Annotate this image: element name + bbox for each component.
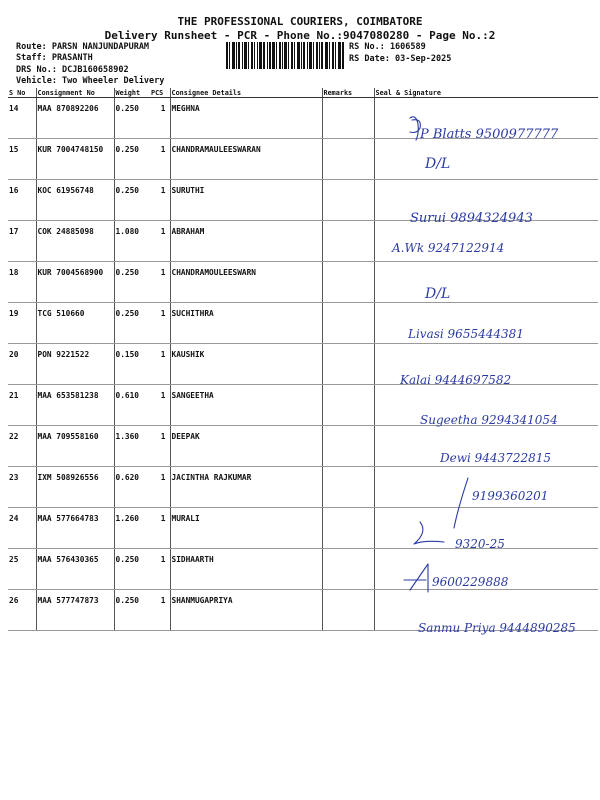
table-row xyxy=(8,180,598,221)
row-pcs: 1 xyxy=(150,344,170,385)
signature-text: Surui 9894324943 xyxy=(410,211,533,226)
row-sno: 24 xyxy=(8,508,36,549)
row-consignee: JACINTHA RAJKUMAR xyxy=(170,467,322,508)
row-remarks xyxy=(322,98,374,139)
row-pcs: 1 xyxy=(150,385,170,426)
row-consignee: SANGEETHA xyxy=(170,385,322,426)
row-consignment: PON 9221522 xyxy=(36,344,114,385)
row-pcs: 1 xyxy=(150,508,170,549)
company-title: THE PROFESSIONAL COURIERS, COIMBATORE xyxy=(177,15,423,28)
rs-number: RS No.: 1606589 xyxy=(349,42,426,52)
row-sno: 21 xyxy=(8,385,36,426)
row-consignee: MEGHNA xyxy=(170,98,322,139)
row-sno: 14 xyxy=(8,98,36,139)
runsheet-subtitle: Delivery Runsheet - PCR - Phone No.:9047080280 - Page No.:2 xyxy=(104,29,496,42)
row-weight: 0.150 xyxy=(114,344,150,385)
row-pcs: 1 xyxy=(150,426,170,467)
row-remarks xyxy=(322,139,374,180)
row-consignment: KUR 7004568900 xyxy=(36,262,114,303)
runsheet-table xyxy=(8,88,598,631)
row-remarks xyxy=(322,426,374,467)
table-row xyxy=(8,262,598,303)
signature-text: A.Wk 9247122914 xyxy=(392,241,505,255)
row-remarks xyxy=(322,262,374,303)
row-sno: 17 xyxy=(8,221,36,262)
row-weight: 1.080 xyxy=(114,221,150,262)
row-weight: 0.250 xyxy=(114,180,150,221)
row-signature-cell xyxy=(374,180,598,221)
table-row xyxy=(8,508,598,549)
row-signature-cell xyxy=(374,467,598,508)
row-pcs: 1 xyxy=(150,98,170,139)
table-row xyxy=(8,139,598,180)
row-weight: 1.360 xyxy=(114,426,150,467)
row-signature-cell xyxy=(374,262,598,303)
row-consignee: MURALI xyxy=(170,508,322,549)
table-row xyxy=(8,549,598,590)
table-row xyxy=(8,385,598,426)
signature-text: Sanmu Priya 9444890285 xyxy=(418,621,576,635)
row-weight: 1.260 xyxy=(114,508,150,549)
column-header: Seal & Signature xyxy=(374,88,598,98)
row-signature-cell xyxy=(374,221,598,262)
row-remarks xyxy=(322,344,374,385)
signature-text: 9600229888 xyxy=(432,575,509,589)
row-weight: 0.610 xyxy=(114,385,150,426)
row-consignment: MAA 653581238 xyxy=(36,385,114,426)
row-sno: 20 xyxy=(8,344,36,385)
row-consignment: TCG 510660 xyxy=(36,303,114,344)
row-pcs: 1 xyxy=(150,549,170,590)
row-consignee: SURUTHI xyxy=(170,180,322,221)
row-signature-cell xyxy=(374,139,598,180)
row-weight: 0.250 xyxy=(114,98,150,139)
row-consignee: SHANMUGAPRIYA xyxy=(170,590,322,631)
table-row xyxy=(8,467,598,508)
column-header: Consignment No xyxy=(36,88,114,98)
signature-text: Livasi 9655444381 xyxy=(408,327,524,341)
row-consignment: MAA 870892206 xyxy=(36,98,114,139)
column-header: Consignee Details xyxy=(170,88,322,98)
row-pcs: 1 xyxy=(150,139,170,180)
row-signature-cell xyxy=(374,344,598,385)
row-pcs: 1 xyxy=(150,303,170,344)
vehicle-label: Vehicle: Two Wheeler Delivery xyxy=(16,76,165,86)
row-sno: 15 xyxy=(8,139,36,180)
row-weight: 0.250 xyxy=(114,590,150,631)
row-signature-cell xyxy=(374,508,598,549)
row-weight: 0.250 xyxy=(114,303,150,344)
row-consignment: KOC 61956748 xyxy=(36,180,114,221)
column-header: Remarks xyxy=(322,88,374,98)
row-sno: 25 xyxy=(8,549,36,590)
row-remarks xyxy=(322,221,374,262)
row-weight: 0.250 xyxy=(114,262,150,303)
row-consignee: KAUSHIK xyxy=(170,344,322,385)
signature-text: Sugeetha 9294341054 xyxy=(420,413,558,427)
row-signature-cell xyxy=(374,426,598,467)
row-consignee: CHANDRAMOULEESWARN xyxy=(170,262,322,303)
row-signature-cell xyxy=(374,385,598,426)
row-consignment: IXM 508926556 xyxy=(36,467,114,508)
signature-text: D/L xyxy=(425,156,451,172)
row-weight: 0.620 xyxy=(114,467,150,508)
table-body xyxy=(8,98,598,631)
row-signature-cell xyxy=(374,590,598,631)
row-sno: 22 xyxy=(8,426,36,467)
row-sno: 18 xyxy=(8,262,36,303)
row-consignment: MAA 577664783 xyxy=(36,508,114,549)
signature-text: 9320-25 xyxy=(455,537,505,551)
row-consignment: MAA 577747873 xyxy=(36,590,114,631)
row-remarks xyxy=(322,590,374,631)
row-remarks xyxy=(322,303,374,344)
row-pcs: 1 xyxy=(150,180,170,221)
table-row xyxy=(8,590,598,631)
row-sno: 26 xyxy=(8,590,36,631)
row-consignee: ABRAHAM xyxy=(170,221,322,262)
row-consignment: COK 24885098 xyxy=(36,221,114,262)
row-weight: 0.250 xyxy=(114,549,150,590)
route-label: Route: PARSN NANJUNDAPURAM xyxy=(16,42,150,52)
signature-text: D/L xyxy=(425,286,451,302)
row-consignment: MAA 576430365 xyxy=(36,549,114,590)
row-remarks xyxy=(322,467,374,508)
row-consignee: CHANDRAMAULEESWARAN xyxy=(170,139,322,180)
row-sno: 23 xyxy=(8,467,36,508)
row-pcs: 1 xyxy=(150,262,170,303)
row-sno: 19 xyxy=(8,303,36,344)
row-consignee: SUCHITHRA xyxy=(170,303,322,344)
column-header: Weight xyxy=(114,88,150,98)
row-consignment: MAA 709558160 xyxy=(36,426,114,467)
row-pcs: 1 xyxy=(150,221,170,262)
column-header: PCS xyxy=(150,88,170,98)
signature-text: Dewi 9443722815 xyxy=(440,451,551,465)
row-consignment: KUR 7004748150 xyxy=(36,139,114,180)
row-remarks xyxy=(322,180,374,221)
table-row xyxy=(8,98,598,139)
row-signature-cell xyxy=(374,98,598,139)
barcode-image xyxy=(226,42,344,69)
row-sno: 16 xyxy=(8,180,36,221)
row-remarks xyxy=(322,508,374,549)
row-pcs: 1 xyxy=(150,590,170,631)
rs-date: RS Date: 03-Sep-2025 xyxy=(349,54,452,64)
row-signature-cell xyxy=(374,549,598,590)
row-pcs: 1 xyxy=(150,467,170,508)
table-row xyxy=(8,344,598,385)
row-signature-cell xyxy=(374,303,598,344)
row-remarks xyxy=(322,549,374,590)
row-remarks xyxy=(322,385,374,426)
drs-number: DRS No.: DCJB160658902 xyxy=(16,65,129,75)
row-consignee: DEEPAK xyxy=(170,426,322,467)
column-header: S No xyxy=(8,88,36,98)
signature-text: P Blatts 9500977777 xyxy=(420,127,559,142)
signature-text: Kalai 9444697582 xyxy=(400,373,512,387)
signature-text: 9199360201 xyxy=(472,489,549,503)
table-row xyxy=(8,426,598,467)
table-header-row xyxy=(8,88,598,98)
staff-label: Staff: PRASANTH xyxy=(16,53,93,63)
table-row xyxy=(8,221,598,262)
table-row xyxy=(8,303,598,344)
row-weight: 0.250 xyxy=(114,139,150,180)
row-consignee: SIDHAARTH xyxy=(170,549,322,590)
